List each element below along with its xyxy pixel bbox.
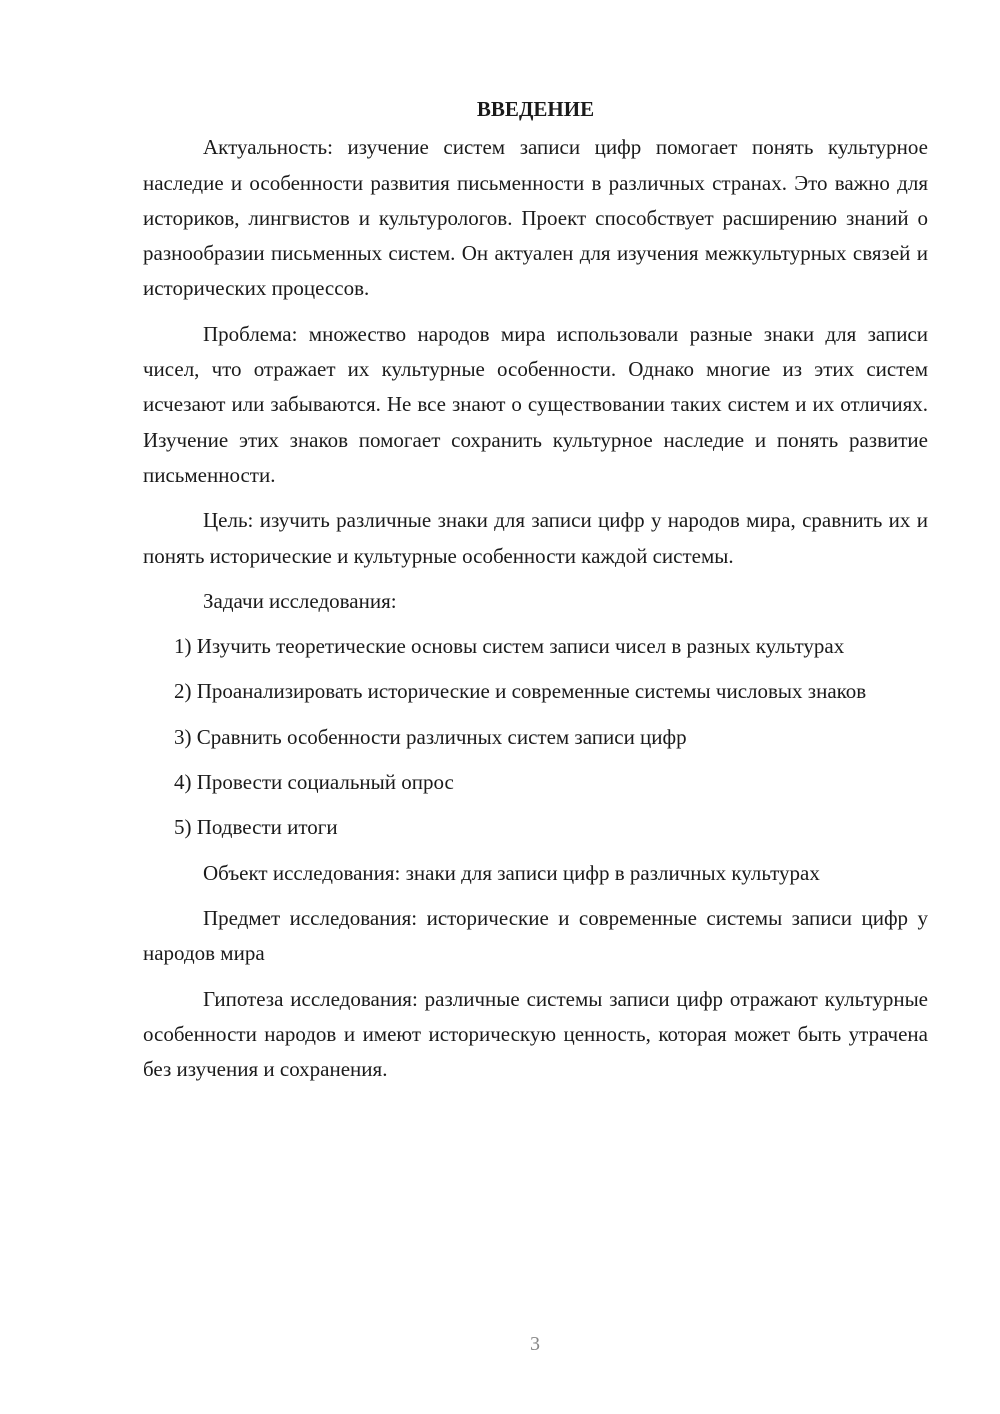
task-item-5: 5) Подвести итоги — [174, 815, 338, 840]
task-item-1: 1) Изучить теоретические основы систем записи чисел в разных культурах — [174, 634, 845, 659]
page-number: 3 — [530, 1333, 540, 1355]
paragraph-relevance: Актуальность: изучение систем записи цифр помогает понять культурное наследие и особенности развития письменности в различных странах. Это важно для историков, лингвистов и культурологов. Проект способствует расширению знаний о разнообразии письменных систем. Он актуален для изучения межкультурных связей и исторических процессов. — [143, 135, 928, 301]
paragraph-tasks-heading: Задачи исследования: — [203, 588, 397, 613]
task-item-2: 2) Проанализировать исторические и современные системы числовых знаков — [174, 679, 867, 704]
paragraph-object: Объект исследования: знаки для записи цифр в различных культурах — [203, 860, 820, 885]
document-page — [143, 92, 928, 1097]
paragraph-goal: Цель: изучить различные знаки для записи цифр у народов мира, сравнить их и понять исторические и культурные особенности каждой системы. — [143, 508, 928, 568]
paragraph-hypothesis: Гипотеза исследования: различные системы записи цифр отражают культурные особенности народов и имеют историческую ценность, которая может быть утрачена без изучения и сохранения. — [143, 986, 928, 1082]
task-item-4: 4) Провести социальный опрос — [174, 770, 454, 795]
paragraph-problem: Проблема: множество народов мира использовали разные знаки для записи чисел, что отражает их культурные особенности. Однако многие из этих систем исчезают или забываются. Не все знают о существовании таких систем и их отличиях. Изучение этих знаков помогает сохранить культурное наследие и понять развитие письменности. — [143, 321, 928, 487]
section-title: ВВЕДЕНИЕ — [476, 97, 595, 121]
task-item-3: 3) Сравнить особенности различных систем записи цифр — [174, 724, 687, 749]
paragraph-subject: Предмет исследования: исторические и современные системы записи цифр у народов мира — [143, 905, 928, 966]
